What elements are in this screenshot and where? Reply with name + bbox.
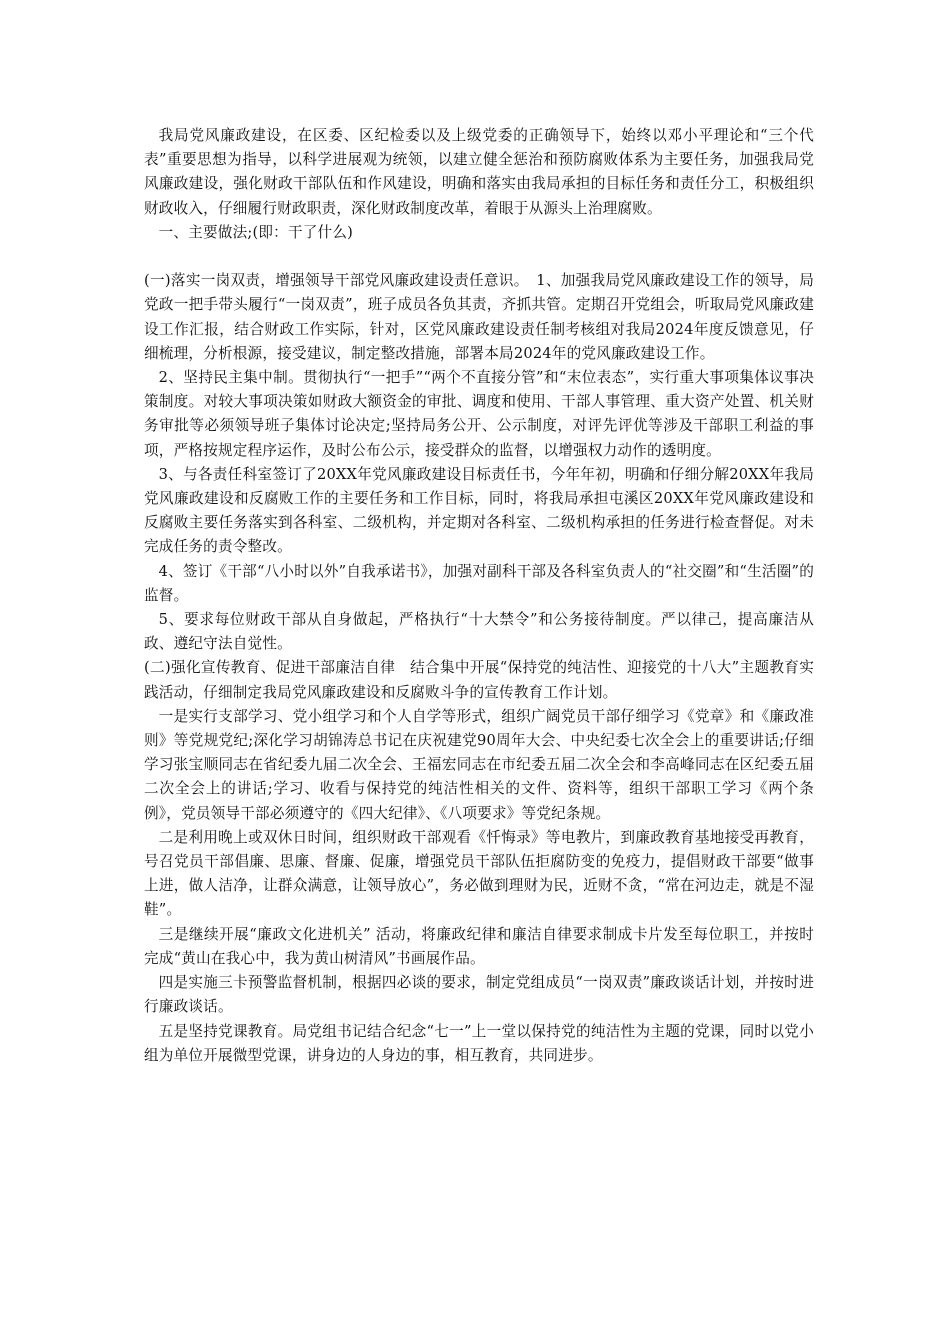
intro-paragraph: 我局党风廉政建设，在区委、区纪检委以及上级党委的正确领导下，始终以邓小平理论和“三个代表”重要思想为指导，以科学进展观为统领，以建立健全惩治和预防腐败体系为主要任务，加强我局党风廉政建设，强化财政干部队伍和作风建设，明确和落实由我局承担的目标任务和责任分工，积极组织财政收入，仔细履行财政职责，深化财政制度改革，着眼于从源头上治理腐败。 (144, 127, 814, 217)
point-four-paragraph: 四是实施三卡预警监督机制，根据四必谈的要求，制定党组成员“一岗双责”廉政谈话计划，并按时进行廉政谈话。 (144, 974, 814, 1016)
section-heading-main-practices: 一、主要做法;(即：干了什么) (158, 223, 354, 241)
item-2-paragraph: 2、坚持民主集中制。贯彻执行“一把手”“两个不直接分管”和“末位表态”，实行重大事项集体议事决策制度。对较大事项决策如财政大额资金的审批、调度和使用、干部人事管理、重大资产处置、机关财务审批等必须领导班子集体讨论决定;坚持局务公开、公示制度，对评先评优等涉及干部职工利益的事项，严格按规定程序运作，及时公布公示，接受群众的监督，以增强权力动作的透明度。 (144, 369, 814, 459)
item-3-paragraph: 3、与各责任科室签订了20XX年党风廉政建设目标责任书，今年年初，明确和仔细分解20XX年我局党风廉政建设和反腐败工作的主要任务和工作目标，同时，将我局承担屯溪区20XX年党风廉政建设和反腐败主要任务落实到各科室、二级机构，并定期对各科室、二级机构承担的任务进行检查督促。对未完成任务的责令整改。 (144, 465, 814, 556)
subsection-1-paragraph: (一)落实一岗双责，增强领导干部党风廉政建设责任意识。 1、加强我局党风廉政建设工作的领导，局党政一把手带头履行“一岗双责”，班子成员各负其责，齐抓共管。定期召开党组会，听取局党风廉政建设工作汇报，结合财政工作实际，针对，区党风廉政建设责任制考核组对我局2024年度反馈意见，仔细梳理，分析根源，接受建议，制定整改措施，部署本局2024年的党风廉政建设工作。 (144, 272, 814, 362)
point-two-paragraph: 二是利用晚上或双休日时间，组织财政干部观看《忏悔录》等电教片，到廉政教育基地接受再教育，号召党员干部倡廉、思廉、督廉、促廉，增强党员干部队伍拒腐防变的免疫力，提倡财政干部要“做事上进，做人洁净，让群众满意，让领导放心”，务必做到理财为民，近财不贪，“常在河边走，就是不湿鞋”。 (144, 828, 814, 919)
item-5-paragraph: 5、要求每位财政干部从自身做起，严格执行“十大禁令”和公务接待制度。严以律己，提高廉洁从政、遵纪守法自觉性。 (144, 611, 814, 653)
item-4-paragraph: 4、签订《干部“八小时以外”自我承诺书》，加强对副科干部及各科室负责人的“社交圈”和“生活圈”的监督。 (144, 562, 814, 604)
point-one-paragraph: 一是实行支部学习、党小组学习和个人自学等形式，组织广阔党员干部仔细学习《党章》和《廉政准则》等党规党纪;深化学习胡锦涛总书记在庆祝建党90周年大会、中央纪委七次全会上的重要讲话;仔细学习张宝顺同志在省纪委九届二次全会、王福宏同志在市纪委五届二次全会和李高峰同志在区纪委五届二次全会上的讲话;学习、收看与保持党的纯洁性相关的文件、资料等，组织干部职工学习《两个条例》，党员领导干部必须遵守的《四大纪律》、《八项要求》等党纪条规。 (144, 707, 814, 822)
subsection-2-paragraph: (二)强化宣传教育、促进干部廉洁自律 结合集中开展“保持党的纯洁性、迎接党的十八大”主题教育实践活动，仔细制定我局党风廉政建设和反腐败斗争的宣传教育工作计划。 (144, 659, 814, 701)
point-three-paragraph: 三是继续开展“廉政文化进机关” 活动，将廉政纪律和廉洁自律要求制成卡片发至每位职工，并按时完成“黄山在我心中，我为黄山树清风”书画展作品。 (144, 925, 814, 967)
blank-line (144, 245, 814, 269)
document-page (144, 124, 814, 1068)
point-five-paragraph: 五是坚持党课教育。局党组书记结合纪念“七一”上一堂以保持党的纯洁性为主题的党课，同时以党小组为单位开展微型党课，讲身边的人身边的事，相互教育，共同进步。 (144, 1022, 814, 1064)
